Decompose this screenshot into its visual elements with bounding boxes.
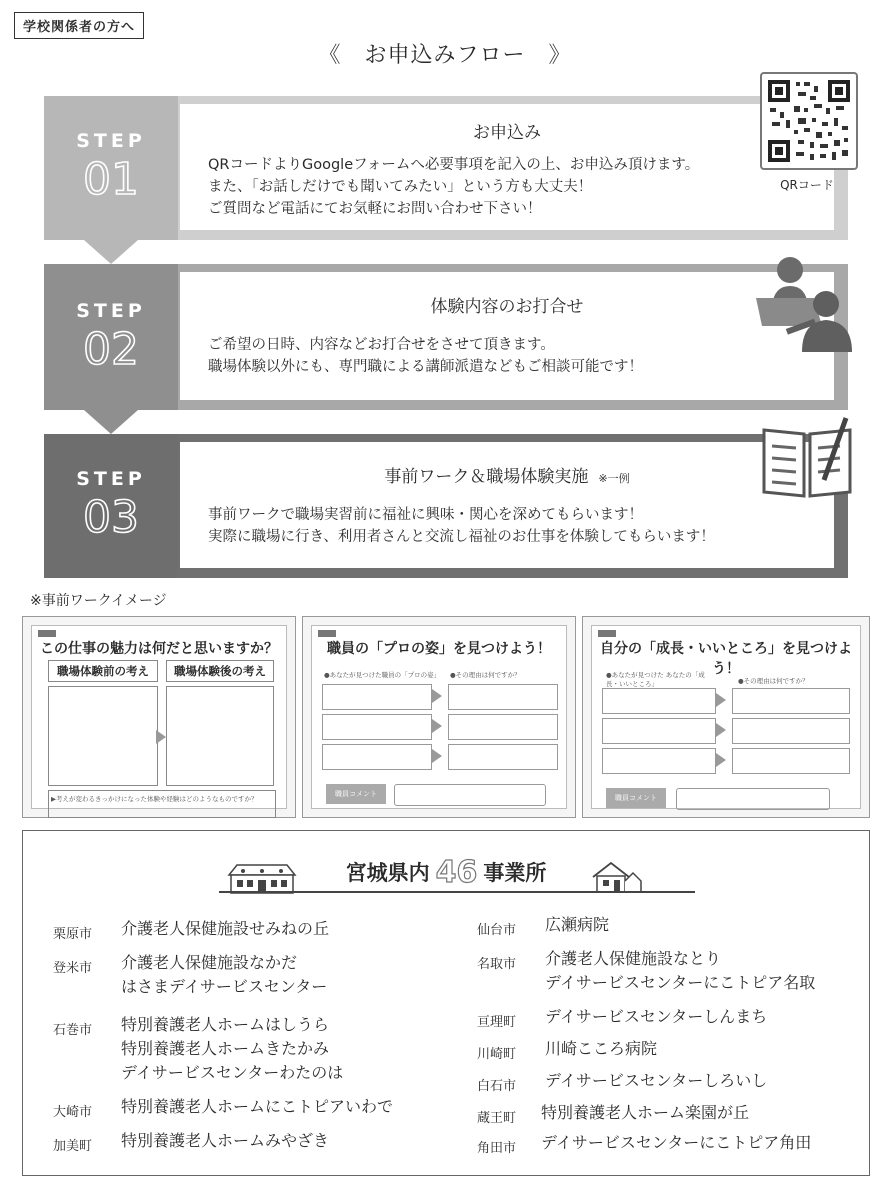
meeting-people-icon xyxy=(752,252,856,356)
city-label: 仙台市 xyxy=(477,923,517,938)
worksheet-3-inner xyxy=(591,625,861,809)
question-1: ●あなたが見つけた職員の「プロの姿」 xyxy=(324,671,441,679)
step-02-band xyxy=(44,264,848,410)
step-number: 02 xyxy=(83,324,139,375)
answer-field xyxy=(602,718,716,744)
worksheet-2-title: 職員の「プロの姿」を見つけよう！ xyxy=(327,641,551,657)
city-label: 加美町 xyxy=(53,1139,93,1154)
step-01-line: ご質問など電話にてお気軽にお問い合わせ下さい！ xyxy=(208,201,542,217)
facility-name: 特別養護老人ホーム楽園が丘 xyxy=(541,1103,750,1122)
step-02-label xyxy=(44,300,178,375)
reason-field xyxy=(448,714,558,740)
step-03-note: ※一例 xyxy=(598,472,630,485)
city-label: 栗原市 xyxy=(53,927,93,942)
worksheet-1-title: この仕事の魅力は何だと思いますか？ xyxy=(40,641,278,657)
city-label: 白石市 xyxy=(477,1079,517,1094)
step-02-line: 職場体験以外にも、専門職による講師派遣などもご相談可能です！ xyxy=(208,359,643,375)
step-01-line: QRコードよりGoogleフォームへ必要事項を記入の上、お申込み頂けます。 xyxy=(208,157,700,173)
after-answer-box xyxy=(166,686,274,786)
staff-comment-label: 職員コメント xyxy=(606,788,666,808)
reason-field xyxy=(732,688,850,714)
worksheet-chip xyxy=(598,630,616,637)
facility-name: デイサービスセンターしんまち xyxy=(545,1007,768,1026)
worksheet-3-title: 自分の「成長・いいところ」を見つけよう！ xyxy=(600,641,852,677)
answer-field xyxy=(322,684,432,710)
arrow-right-icon xyxy=(716,753,726,767)
facility-name: デイサービスセンターにこトピア角田 xyxy=(541,1133,812,1152)
reason-field xyxy=(448,744,558,770)
step-number: 01 xyxy=(83,154,139,205)
staff-comment-field xyxy=(394,784,546,806)
audience-tag: 学校関係者の方へ xyxy=(14,12,144,39)
arrow-right-icon xyxy=(156,730,166,744)
worksheet-1-inner xyxy=(31,625,287,809)
worksheet-chip xyxy=(318,630,336,637)
facility-name: デイサービスセンターわたのは xyxy=(121,1063,344,1082)
facility-name: 特別養護老人ホームにこトピアいわで xyxy=(121,1097,394,1116)
city-label: 大崎市 xyxy=(53,1105,93,1120)
facility-name: 川崎こころ病院 xyxy=(545,1039,658,1058)
city-label: 蔵王町 xyxy=(477,1111,517,1126)
step-word: STEP xyxy=(76,468,146,490)
city-label: 角田市 xyxy=(477,1141,517,1156)
step-03-line: 実際に職場に行き、利用者さんと交流し福祉のお仕事を体験してもらいます！ xyxy=(208,529,715,545)
step-03-title xyxy=(180,462,834,487)
facilities-panel xyxy=(22,830,870,1176)
reason-prompt: ▶考えが変わるきっかけになった体験や経験はどのようなものですか？ xyxy=(51,795,258,803)
heading-prefix: 宮城県内 xyxy=(345,861,430,885)
qr-caption: QRコード xyxy=(780,178,834,192)
step-03-box xyxy=(180,442,834,568)
reason-box xyxy=(48,790,276,818)
step-03-text xyxy=(208,504,715,548)
step-01-band xyxy=(44,96,848,240)
step-03-band xyxy=(44,434,848,578)
notebook-pen-icon xyxy=(760,414,854,500)
answer-field xyxy=(602,748,716,774)
heading-underline xyxy=(219,891,695,893)
answer-field xyxy=(322,744,432,770)
page-title: 《 お申込みフロー 》 xyxy=(318,43,572,68)
worksheet-3 xyxy=(582,616,870,818)
step-01-box xyxy=(180,104,834,230)
question-2: ●その理由は何ですか？ xyxy=(738,677,809,685)
worksheet-2 xyxy=(302,616,576,818)
answer-field xyxy=(322,714,432,740)
city-label: 亘理町 xyxy=(477,1015,517,1030)
arrow-right-icon xyxy=(716,693,726,707)
worksheet-2-inner xyxy=(311,625,567,809)
step-word: STEP xyxy=(76,300,146,322)
facilities-heading xyxy=(23,855,869,890)
facility-name: 特別養護老人ホームみやざき xyxy=(121,1131,330,1150)
qr-code-icon[interactable] xyxy=(760,72,858,170)
step-02-box xyxy=(180,272,834,400)
staff-comment-label: 職員コメント xyxy=(326,784,386,804)
arrow-right-icon xyxy=(716,723,726,737)
reason-field xyxy=(448,684,558,710)
answer-field xyxy=(602,688,716,714)
question-2: ●その理由は何ですか？ xyxy=(450,671,521,679)
facility-name: 特別養護老人ホームはしうら xyxy=(121,1015,330,1034)
facility-name: 介護老人保健施設なとり xyxy=(545,949,722,968)
column-before-header: 職場体験前の考え xyxy=(48,660,158,682)
step-01-label xyxy=(44,130,178,205)
facility-name: デイサービスセンターにこトピア名取 xyxy=(545,973,816,992)
arrow-right-icon xyxy=(432,719,442,733)
city-label: 石巻市 xyxy=(53,1023,93,1038)
step-03-line: 事前ワークで職場実習前に福祉に興味・関心を深めてもらいます！ xyxy=(208,507,643,523)
arrow-right-icon xyxy=(432,749,442,763)
reason-field xyxy=(732,748,850,774)
facility-name: はさまデイサービスセンター xyxy=(121,977,328,996)
facility-name: デイサービスセンターしろいし xyxy=(545,1071,768,1090)
facility-name: 広瀬病院 xyxy=(545,915,610,934)
step-01-line: また、「お話しだけでも聞いてみたい」という方も大丈夫！ xyxy=(208,179,593,195)
arrow-right-icon xyxy=(432,689,442,703)
column-after-header: 職場体験後の考え xyxy=(166,660,274,682)
facility-count: 46 xyxy=(435,855,478,890)
facility-name: 特別養護老人ホームきたかみ xyxy=(121,1039,330,1058)
question-1: ●あなたが見つけた あなたの「成長・いいところ」 xyxy=(606,671,705,688)
city-label: 名取市 xyxy=(477,957,517,972)
step-02-text xyxy=(208,334,643,378)
worksheet-1 xyxy=(22,616,296,818)
heading-suffix: 事業所 xyxy=(483,861,547,885)
step-01-title: お申込み xyxy=(473,123,541,143)
step-03-title-text: 事前ワーク＆職場体験実施 xyxy=(384,467,589,487)
step-03-label xyxy=(44,468,178,543)
before-answer-box xyxy=(48,686,158,786)
city-label: 川崎町 xyxy=(477,1047,517,1062)
facility-name: 介護老人保健施設なかだ xyxy=(121,953,298,972)
worksheet-chip xyxy=(38,630,56,637)
house-icon xyxy=(589,859,643,895)
step-02-line: ご希望の日時、内容などお打合せをさせて頂きます。 xyxy=(208,337,555,353)
work-image-note: ※事前ワークイメージ xyxy=(30,593,167,609)
staff-comment-field xyxy=(676,788,830,810)
facility-name: 介護老人保健施設せみねの丘 xyxy=(121,919,330,938)
reason-field xyxy=(732,718,850,744)
step-01-text xyxy=(208,154,699,220)
step-number: 03 xyxy=(83,492,139,543)
step-02-title: 体験内容のお打合せ xyxy=(430,297,584,317)
city-label: 登米市 xyxy=(53,961,93,976)
step-word: STEP xyxy=(76,130,146,152)
